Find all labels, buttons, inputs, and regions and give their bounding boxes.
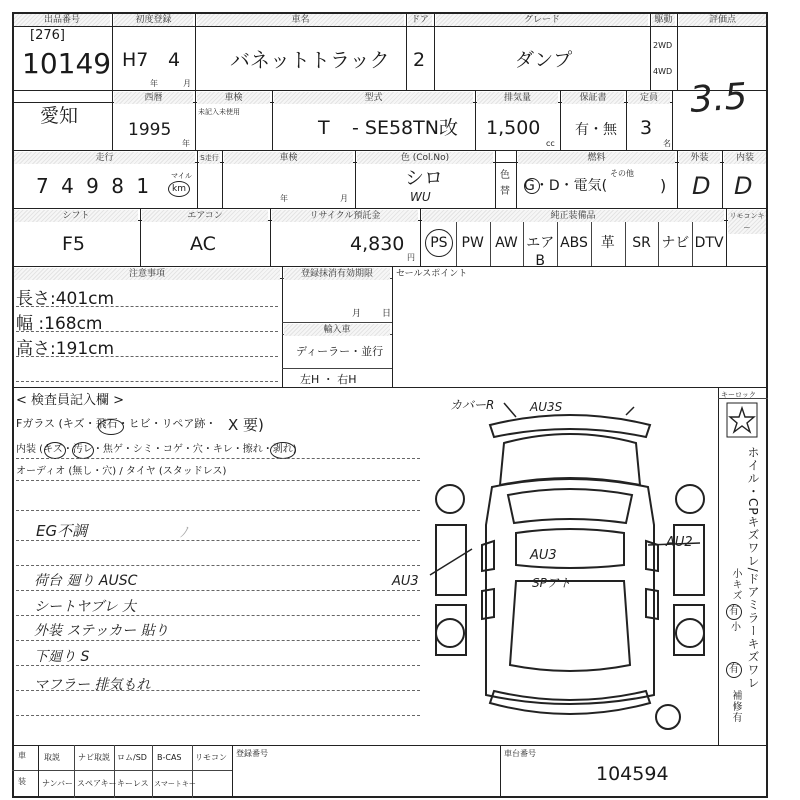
row3-bottom-line [12,208,768,209]
km-unit: km [168,181,190,197]
equipment-item: DTV [694,235,724,251]
rear-right-window [646,589,658,619]
equipment-item: ナビ [661,235,690,251]
chassis-label: 車台番号 [504,749,536,758]
grade-label: グレード [436,14,648,26]
has-mark-2: 有 [726,662,742,678]
footer-item-9: スマートキー [154,780,196,788]
fuel-label: 燃料 [518,152,675,164]
expiry-day-unit: 日 [382,309,392,319]
color-change-2: 替 [500,186,510,197]
footer-item-8: キーレス [117,779,149,788]
windshield [508,489,632,523]
repair-text: 補修有 [730,690,741,723]
footer-top-line [12,745,768,746]
wheel-front-left [436,485,464,513]
lot-number: 10149 [22,47,112,80]
footer-item-2: ナビ取説 [78,753,110,762]
warranty-label: 保証書 [562,92,624,104]
mileage: 7 4 9 8 1 [36,174,153,198]
lot-label: 出品番号 [14,14,110,26]
small-text: 小 [731,622,741,633]
width-note: 幅 :168cm [16,314,103,334]
caution-label: 注意事項 [14,268,280,280]
handle-option: 左H ・ 右H [300,373,357,386]
drive-4wd: 4WD [653,67,673,76]
ps-circle [425,229,453,257]
model-prefix: T [318,117,330,139]
reg-era: H7 [122,49,149,71]
year-value: 1995 [128,120,172,140]
ac-value: AC [190,233,216,255]
left-door [436,525,466,595]
rear-left-window [482,589,494,619]
year-label: 西暦 [114,92,193,104]
inspector-title: < 検査員記入欄 > [16,393,125,408]
insp-year-unit: 年 [280,194,288,203]
eg-note: EG不調 [36,522,88,540]
interior-circle-1 [44,442,66,459]
fuel-other: その他 [610,169,634,178]
color-label: 色 (Col.No) [357,152,493,164]
int-grade: D [734,172,753,200]
star-mark-icon [726,402,758,438]
footer-item-3: ロム/SD [117,753,147,762]
dealer-option: ディーラー・並行 [296,345,384,358]
capacity-label: 定員 [628,92,670,104]
grade: ダンプ [515,49,573,71]
car-name: バネットトラック [230,48,390,72]
chassis-number: 104594 [596,763,669,785]
left-mark: AU3 [392,574,419,589]
cc-unit: cc [546,139,555,148]
wheel-front-right [676,485,704,513]
inspection-label-2: 車検 [224,152,353,164]
fuel-g-circle [524,178,540,194]
record-label: 登録番号 [236,749,268,758]
top-note: カバーR [450,398,495,412]
ext-label: 外装 [679,152,720,164]
interior-circle-2 [72,442,94,459]
cc-value: 1,500 [486,117,541,139]
row1-label-line [12,26,768,27]
car-diagram [420,395,720,740]
handwritten-note: 下廻り S [34,649,90,665]
audio-line: オーディオ (無し・穴) / タイヤ (スタッドレス) [16,466,227,477]
odo-label: S走行 [200,154,219,162]
remote-label: リモコンキー [729,212,765,232]
notes-bottom-line [12,387,768,388]
shift-value: F5 [62,233,86,255]
color-code: WU [410,190,431,204]
expiry-month-unit: 月 [352,309,362,319]
handwritten-note: 荷台 廻り AUSC [34,573,138,589]
row2-bottom-line [12,150,768,151]
month-unit: 月 [183,79,191,88]
glass-mark: X 要) [228,416,264,434]
has-mark-1: 有 [726,604,742,620]
small-scratch: 小キズ [730,568,741,601]
recycle-value: 4,830 [350,233,405,255]
door-label: ドア [408,14,432,26]
equipment-item: SR [632,235,651,251]
drive-label: 駆動 [652,14,675,26]
length-note: 長さ:401cm [16,289,115,309]
mile-unit: マイル [171,172,192,180]
equipment-item: 革 [600,235,615,251]
fuel-value: G・D・電気( [524,178,608,194]
capacity-value: 3 [640,117,653,139]
spare-wheel [656,705,680,729]
insp-month-unit: 月 [340,194,348,203]
shift-label: シフト [14,210,138,222]
capacity-unit: 名 [663,139,671,148]
wheel-text: ホイル・CPキズワレ/ドアミラーキズワレ [746,446,760,690]
hood [500,434,640,485]
interior-circle-3 [270,442,296,459]
footer-item-6: ナンバー [42,779,74,788]
model: - SE58TN改 [352,117,458,139]
right-mark: AU2 [666,535,693,550]
equipment-item: ABS [560,235,588,251]
equipment-item: AW [495,235,518,251]
handwritten-note: マフラー 排気もれ [34,677,151,693]
reg-label: 初度登録 [114,14,193,26]
footer-item-1: 取説 [44,753,60,762]
recycle-label: リサイクル預託金 [272,210,418,222]
glass-line: Fガラス (キズ・飛石・ヒビ・リペア跡・ [16,417,217,430]
wheel-rear-left [436,619,464,647]
import-label: 輸入車 [284,324,390,336]
ext-grade: D [692,172,711,200]
year-unit-2: 年 [182,139,190,148]
equipment-item: エアB [526,235,555,269]
region: 愛知 [40,105,79,127]
center-mark: AU3 [530,548,557,563]
inspection-label: 車検 [197,92,270,104]
equipment-item: PW [461,235,484,251]
footer-item-7: スペアキー [77,779,117,788]
recycle-unit: 円 [407,253,415,262]
warranty-value: 有・無 [575,122,617,138]
center-note: SPアト [532,576,571,590]
row1-bottom-line [12,90,768,91]
int-label: 内装 [724,152,766,164]
year-unit: 年 [150,79,158,88]
bed [510,581,630,671]
color-change-1: 色 [500,170,510,181]
reg-month: 4 [168,49,181,71]
top-mark: AU3S [530,400,563,414]
rear-bumper [490,691,650,714]
cc-label: 排気量 [477,92,558,104]
row4-bottom-line [12,266,768,267]
reg-expiry-label: 登録抹消有効期限 [284,268,390,280]
color-value: シロ [405,167,444,189]
equip-label: 純正装備品 [422,210,724,222]
score: 3.5 [688,76,749,121]
model-label: 型式 [274,92,473,104]
handwritten-note: シートヤブレ 大 [34,599,136,615]
interior-line: 内装 (キズ・汚レ・焦ゲ・シミ・コゲ・穴・キレ・擦れ・剥れ) [16,444,297,455]
drive-2wd: 2WD [653,41,673,50]
mileage-label: 走行 [14,152,195,164]
height-note: 高さ:191cm [16,339,115,359]
inspection-note: 未記入未使用 [198,108,240,116]
wheel-rear-right [676,619,704,647]
equipment-item: PS [430,235,448,251]
sales-label: セールスポイント [396,269,468,279]
glass-circle [98,419,124,435]
score-label: 評価点 [679,14,766,26]
footer-item-5: リモコン [195,753,227,762]
handwritten-note: 外装 ステッカー 貼り [34,623,169,639]
footer-item-4: B-CAS [157,753,182,762]
car-name-label: 車名 [197,14,404,26]
doors: 2 [413,49,426,71]
left-window [482,541,494,571]
key-label: キーロック [721,391,756,399]
ac-label: エアコン [142,210,268,222]
lot-box: [276] [30,28,65,43]
